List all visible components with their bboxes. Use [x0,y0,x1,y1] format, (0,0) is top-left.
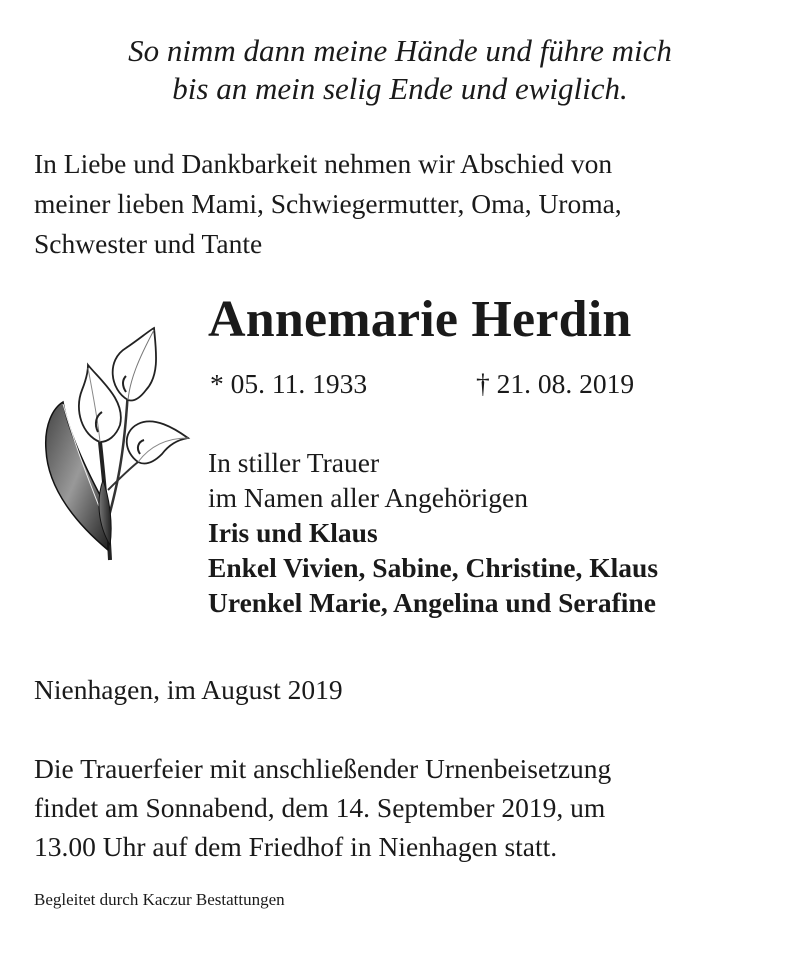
mourners-line-5: Urenkel Marie, Angelina und Serafine [208,587,656,618]
mourners-line-3: Iris und Klaus [208,517,378,548]
birth-date: * 05. 11. 1933 [210,368,368,399]
funeral-line-1: Die Trauerfeier mit anschließender Urnenbeisetzung [34,753,612,784]
mourners-block [208,445,788,620]
intro-line-3: Schwester und Tante [34,228,263,259]
funeral-line-3: 13.00 Uhr auf dem Friedhof in Nienhagen statt. [34,831,558,862]
verse-line-1: So nimm dann meine Hände und führe mich [128,33,672,68]
place-date: Nienhagen, im August 2019 [34,674,343,705]
intro-line-2: meiner lieben Mami, Schwiegermutter, Oma, Uroma, [34,188,622,219]
mourners-line-4: Enkel Vivien, Sabine, Christine, Klaus [208,552,659,583]
death-date: † 21. 08. 2019 [476,368,635,399]
deceased-name: Annemarie Herdin [208,291,632,348]
undertaker-credit: Begleitet durch Kaczur Bestattungen [34,890,285,909]
calla-lily-icon [38,320,198,565]
intro-line-1: In Liebe und Dankbarkeit nehmen wir Abschied von [34,148,613,179]
verse-line-2: bis an mein selig Ende und ewiglich. [172,71,628,106]
funeral-line-2: findet am Sonnabend, dem 14. September 2019, um [34,792,606,823]
mourners-line-1: In stiller Trauer [208,447,380,478]
mourners-line-2: im Namen aller Angehörigen [208,482,528,513]
